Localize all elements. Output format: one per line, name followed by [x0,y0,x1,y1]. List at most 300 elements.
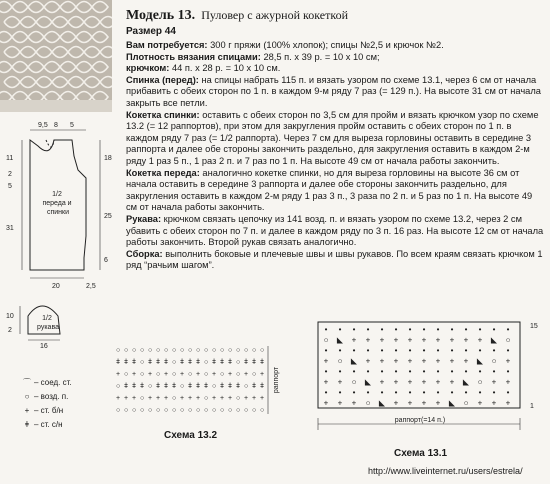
crochet-symbol: ○ [164,347,169,354]
paragraph-text: 44 п. х 28 р. = 10 х 10 см. [169,63,281,74]
chart-13-1-frame [318,322,520,408]
knit-symbol: ◣ [476,356,484,366]
crochet-symbol: ○ [244,407,249,414]
crochet-symbol: ○ [172,395,177,402]
crochet-symbol: ○ [252,347,257,354]
knit-symbol: • [394,367,398,376]
knit-symbol: • [492,388,496,397]
knit-symbol: • [408,388,412,397]
knit-symbol: • [436,388,440,397]
dim-bottom-1: 2,5 [86,283,96,290]
crochet-symbol: ○ [252,371,257,378]
dim-right-0: 18 [104,155,112,162]
knit-symbol: • [408,325,412,334]
sleeve-label-line-2: рукава [37,324,59,331]
dim-left-1: 2 [8,171,12,178]
symbol-legend [20,376,72,432]
knit-symbol: • [436,346,440,355]
crochet-symbol: + [164,395,169,402]
knit-symbol: + [449,335,455,345]
knit-symbol: • [450,346,454,355]
crochet-symbol: ǂ [132,359,137,366]
crochet-symbol: ○ [204,371,209,378]
legend-text: – соед. ст. [34,378,72,387]
crochet-symbol: ǂ [196,359,201,366]
crochet-symbol: ○ [204,359,209,366]
rapport-label-13-1: раппорт(=14 п.) [394,417,446,424]
knit-symbol: • [506,367,510,376]
legend-item [20,390,72,404]
knit-symbol: • [506,388,510,397]
crochet-symbol: + [228,395,233,402]
dim-top-0: 9,5 [38,122,48,129]
knit-symbol: + [449,377,455,387]
knit-symbol: + [393,356,399,366]
crochet-symbol: ○ [260,407,265,414]
knit-symbol: • [380,346,384,355]
crochet-symbol: ○ [132,347,137,354]
crochet-symbol: ○ [212,383,217,390]
model-number: Модель 13. [126,8,196,23]
knit-symbol: + [351,398,357,408]
crochet-symbol: ○ [132,407,137,414]
knit-symbol: • [450,325,454,334]
crochet-symbol: ǂ [140,383,145,390]
knit-symbol: • [464,325,468,334]
crochet-symbol: ○ [124,407,129,414]
crochet-symbol: + [116,395,121,402]
crochet-symbol: ○ [236,359,241,366]
crochet-symbol: + [196,395,201,402]
crochet-symbol: ǂ [164,383,169,390]
crochet-symbol: + [244,371,249,378]
knit-symbol: • [338,346,342,355]
crochet-symbol: ○ [236,407,241,414]
body-pattern-diagram [2,118,122,298]
knit-symbol: ○ [351,377,357,387]
knit-symbol: • [366,325,370,334]
crochet-symbol: ○ [236,395,241,402]
model-subtitle: Пуловер с ажурной кокеткой [201,8,348,22]
crochet-symbol: ǂ [196,383,201,390]
crochet-symbol: ○ [236,371,241,378]
paragraph-label: Кокетка переда: [126,167,200,178]
crochet-symbol: ○ [156,371,161,378]
knit-symbol: + [407,377,413,387]
knit-symbol: ○ [337,356,343,366]
knit-symbol: • [394,325,398,334]
knit-symbol: + [365,356,371,366]
source-url: http://www.liveinternet.ru/users/estrela/ [368,466,523,476]
dim-right-1: 25 [104,213,112,220]
crochet-symbol: ǂ [188,359,193,366]
crochet-symbol: + [212,395,217,402]
crochet-symbol: ǂ [228,383,233,390]
paragraph-yoke-back [126,110,544,168]
crochet-symbol: ○ [172,407,177,414]
size-line: Размер 44 [126,26,176,37]
knit-symbol: • [394,388,398,397]
crochet-symbol: ○ [140,347,145,354]
knit-symbol: • [366,346,370,355]
paragraph-text: 28,5 п. х 39 р. = 10 х 10 см; [260,51,380,62]
paragraph-density-crochet [126,63,544,75]
knit-symbol: • [436,325,440,334]
paragraph-label: Рукава: [126,213,162,224]
sleeve-pattern-diagram [2,298,92,348]
crochet-symbol: ○ [164,407,169,414]
crochet-symbol: ǂ [164,359,169,366]
crochet-symbol: ǂ [204,383,209,390]
slip-stitch-icon: ⌒ [23,378,31,387]
crochet-symbol: ǂ [116,359,121,366]
knit-symbol: + [505,356,511,366]
crochet-symbol: ○ [188,371,193,378]
crochet-symbol: + [132,371,137,378]
crochet-symbol: ○ [116,407,121,414]
crochet-symbol: ○ [140,359,145,366]
knit-symbol: • [394,346,398,355]
crochet-symbol: ○ [116,383,121,390]
legend-text: – возд. п. [34,392,69,401]
knit-symbol: + [393,335,399,345]
paragraph-text: крючком связать цепочку из 141 возд. п. и вязать узором по схеме 13.2, через 2 см убавить с обеих сторон по 7 п. и далее в каждом ряду по 3 п. 16 раз. На высоте 12 см от начала работы закончить. Второй рукав связать аналогично. [126,213,544,248]
crochet-symbol: ○ [220,371,225,378]
crochet-symbol: ○ [180,407,185,414]
crochet-symbol: + [220,395,225,402]
knit-symbol: ◣ [378,398,386,408]
knit-symbol: • [408,367,412,376]
crochet-symbol: ○ [124,347,129,354]
schema-13-2-caption: Схема 13.2 [164,430,218,441]
knit-symbol: • [380,388,384,397]
knit-symbol: • [492,346,496,355]
crochet-symbol: ○ [228,407,233,414]
dim-right-2: 6 [104,257,108,264]
knit-symbol: • [450,388,454,397]
knit-symbol: + [393,377,399,387]
knit-symbol: • [422,367,426,376]
paragraph-text: выполнить боковые и плечевые швы и швы рукавов. По всем краям связать крючком 1 ряд “рачьим шагом”. [126,248,543,271]
knit-symbol: • [324,346,328,355]
crochet-symbol: ○ [148,407,153,414]
crochet-symbol: ○ [260,347,265,354]
lace-texture-image [0,0,112,112]
crochet-symbol: ○ [172,371,177,378]
knit-symbol: • [324,325,328,334]
crochet-symbol: ○ [228,347,233,354]
crochet-symbol: + [252,395,257,402]
crochet-symbol: ○ [116,347,121,354]
sleeve-dim-1: 2 [8,327,12,334]
knit-symbol: + [323,398,329,408]
knit-symbol: ○ [365,398,371,408]
crochet-symbol: ○ [172,347,177,354]
crochet-symbol: + [260,395,265,402]
model-title [126,8,348,24]
knit-symbol: • [478,325,482,334]
crochet-symbol: ǂ [212,359,217,366]
knit-symbol: • [380,325,384,334]
knit-symbol: ○ [505,335,511,345]
dim-bottom-0: 20 [52,283,60,290]
knit-symbol: • [324,367,328,376]
knit-symbol: • [352,346,356,355]
crochet-symbol: ○ [148,347,153,354]
knit-symbol: • [492,325,496,334]
crochet-symbol: ǂ [124,359,129,366]
knit-symbol: • [352,367,356,376]
knit-symbol: + [435,335,441,345]
knit-symbol: • [450,367,454,376]
knit-symbol: • [464,346,468,355]
paragraph-label: крючком: [126,63,170,74]
crochet-symbol: ○ [156,407,161,414]
knit-symbol: + [491,377,497,387]
paragraph-assembly [126,249,544,272]
knit-symbol: + [365,335,371,345]
dim-top-1: 8 [54,122,58,129]
crochet-symbol: ǂ [132,383,137,390]
knit-symbol: + [505,398,511,408]
crochet-symbol: + [124,395,129,402]
knit-symbol: + [505,377,511,387]
paragraph-label: Вам потребуется: [126,40,208,50]
crochet-symbol: ǂ [260,359,265,366]
knit-symbol: • [436,367,440,376]
row-label-top: 15 [530,323,538,330]
crochet-symbol: ○ [188,347,193,354]
knit-symbol: • [324,388,328,397]
legend-text: – ст. с/н [34,420,63,429]
crochet-symbol: + [116,371,121,378]
schema-13-1-caption: Схема 13.1 [394,448,448,459]
crochet-symbol: + [244,395,249,402]
knit-symbol: + [379,377,385,387]
body-label-line-3: спинки [46,209,70,216]
sleeve-label-line-1: 1/2 [42,315,52,322]
crochet-symbol: ○ [180,347,185,354]
knit-symbol: ◣ [364,377,372,387]
knit-symbol: + [407,335,413,345]
knit-symbol: + [407,356,413,366]
crochet-symbol: ○ [220,407,225,414]
knit-symbol: • [478,346,482,355]
knit-symbol: • [408,346,412,355]
crochet-symbol: ○ [180,383,185,390]
body-piece-label [42,191,73,216]
knit-symbol: + [421,335,427,345]
knit-symbol: + [407,398,413,408]
legend-text: – ст. б/н [34,406,64,415]
paragraph-text: 300 г пряжи (100% хлопок); спицы №2,5 и крючок №2. [207,40,444,50]
crochet-symbol: + [180,395,185,402]
knit-symbol: • [422,346,426,355]
knit-symbol: + [435,398,441,408]
crochet-symbol: + [156,395,161,402]
crochet-symbol: ○ [140,371,145,378]
crochet-symbol: ○ [244,347,249,354]
knit-symbol: + [323,377,329,387]
crochet-symbol: ǂ [220,359,225,366]
rapport-label-13-2: раппорт [273,366,280,394]
row-label-bottom: 1 [530,403,534,410]
knit-symbol: + [421,356,427,366]
schema-13-2-chart [112,340,288,424]
crochet-symbol: + [148,371,153,378]
knit-symbol: + [435,356,441,366]
legend-item [20,404,72,418]
sleeve-dim-0: 10 [6,313,14,320]
knit-symbol: ○ [491,356,497,366]
crochet-symbol: ○ [204,407,209,414]
crochet-symbol: + [132,395,137,402]
crochet-symbol: ǂ [188,383,193,390]
knit-symbol: • [366,367,370,376]
crochet-symbol: ǂ [124,383,129,390]
crochet-symbol: ǂ [236,383,241,390]
knit-symbol: + [337,398,343,408]
crochet-symbol: ǂ [156,383,161,390]
knit-symbol: ◣ [448,398,456,408]
knit-symbol: • [464,367,468,376]
knit-symbol: + [491,398,497,408]
knit-symbol: • [352,388,356,397]
crochet-symbol: ○ [212,407,217,414]
knit-symbol: • [492,367,496,376]
knit-symbol: ○ [463,398,469,408]
double-crochet-icon: ǂ [24,420,30,429]
paragraph-label: Сборка: [126,248,163,259]
chain-stitch-icon: ○ [24,392,30,401]
knit-symbol: • [380,367,384,376]
knit-symbol: ○ [477,377,483,387]
sleeve-piece-label [37,315,59,331]
crochet-symbol: ○ [236,347,241,354]
knit-symbol: + [477,335,483,345]
knit-symbol: + [435,377,441,387]
knit-symbol: + [351,335,357,345]
crochet-symbol: ǂ [260,383,265,390]
crochet-symbol: ○ [196,407,201,414]
crochet-symbol: ○ [196,347,201,354]
crochet-symbol: ○ [252,407,257,414]
dim-left-0: 11 [6,155,14,162]
knit-symbol: + [477,398,483,408]
crochet-symbol: ǂ [180,359,185,366]
crochet-symbol: + [260,371,265,378]
knit-symbol: • [338,367,342,376]
crochet-symbol: ○ [172,359,177,366]
knit-symbol: + [337,377,343,387]
knit-symbol: • [478,367,482,376]
crochet-symbol: ○ [204,395,209,402]
paragraph-need [126,40,544,52]
crochet-symbol: + [180,371,185,378]
dim-top-2: 5 [70,122,74,129]
crochet-symbol: ○ [212,347,217,354]
paragraph-text: оставить с обеих сторон по 3,5 см для пройм и вязать крючком узор по схеме 13.2 (= 12 раппортов), при этом для закругления пройм оставить с обеих сторон по 1 п. в каждом ряду 7 раз (= 1/2 раппорта). Через 7 см для выреза горловины оставить в середине 3 раппорта и далее обе стороны закончить раздельно, для закругления оставить в каждом 2-м ряду 1 раз 5 п., 1 раз 2 п. и 7 раз по 1 п. На высоте 49 см от начала работы закончить. [126,109,539,166]
knit-symbol: • [422,388,426,397]
crochet-symbol: ○ [188,407,193,414]
crochet-symbol: ○ [140,407,145,414]
knit-symbol: ◣ [490,335,498,345]
knit-symbol: + [463,356,469,366]
crochet-symbol: ǂ [244,359,249,366]
crochet-symbol: ǂ [148,359,153,366]
crochet-symbol: ǂ [228,359,233,366]
knit-symbol: + [379,356,385,366]
knit-symbol: + [393,398,399,408]
knit-symbol: ◣ [336,335,344,345]
crochet-symbol: + [164,371,169,378]
dim-left-2: 5 [8,183,12,190]
sleeve-dim-2: 16 [40,343,48,348]
paragraph-label: Плотность вязания спицами: [126,51,261,62]
crochet-symbol: ○ [124,371,129,378]
crochet-symbol: ○ [140,395,145,402]
knit-symbol: • [464,388,468,397]
paragraph-text: на спицы набрать 115 п. и вязать узором по схеме 13.1, через 6 см от начала прибавить с обеих сторон по 1 п. в каждом 9-м ряду 7 раз (= 129 п.). На высоте 31 см от начала закрыть все петли. [126,74,541,108]
schema-13-1-chart [308,318,544,440]
crochet-symbol: ○ [148,383,153,390]
instructions [126,40,544,272]
knit-symbol: ◣ [462,377,470,387]
dim-left-3: 31 [6,225,14,232]
crochet-symbol: ǂ [252,383,257,390]
knit-symbol: + [379,335,385,345]
crochet-symbol: + [148,395,153,402]
knit-symbol: • [338,388,342,397]
crochet-symbol: ○ [220,347,225,354]
crochet-symbol: ○ [244,383,249,390]
knit-symbol: ◣ [350,356,358,366]
knit-symbol: + [421,398,427,408]
crochet-symbol: ǂ [252,359,257,366]
paragraph-front [126,75,544,110]
body-label-line-1: 1/2 [52,191,62,198]
legend-item [20,418,72,432]
crochet-symbol: ǂ [156,359,161,366]
knit-symbol: + [463,335,469,345]
knit-symbol: ○ [323,335,329,345]
body-label-line-2: переда и [42,200,72,207]
garment-photo [0,0,112,112]
paragraph-sleeves [126,214,544,249]
knit-symbol: • [366,388,370,397]
crochet-symbol: + [212,371,217,378]
crochet-symbol: + [196,371,201,378]
knit-symbol: + [323,356,329,366]
paragraph-label: Кокетка спинки: [126,109,200,120]
knit-symbol: • [506,346,510,355]
legend-item [20,376,72,390]
knit-symbol: • [352,325,356,334]
knit-symbol: + [421,377,427,387]
single-crochet-icon: + [24,406,30,415]
crochet-symbol: ○ [204,347,209,354]
crochet-symbol: + [228,371,233,378]
knit-symbol: • [338,325,342,334]
knit-symbol: • [506,325,510,334]
paragraph-label: Спинка (перед): [126,74,199,85]
crochet-symbol: ǂ [220,383,225,390]
crochet-symbol: ○ [156,347,161,354]
knit-symbol: • [478,388,482,397]
crochet-symbol: + [188,395,193,402]
crochet-symbol: ǂ [172,383,177,390]
knit-symbol: • [422,325,426,334]
